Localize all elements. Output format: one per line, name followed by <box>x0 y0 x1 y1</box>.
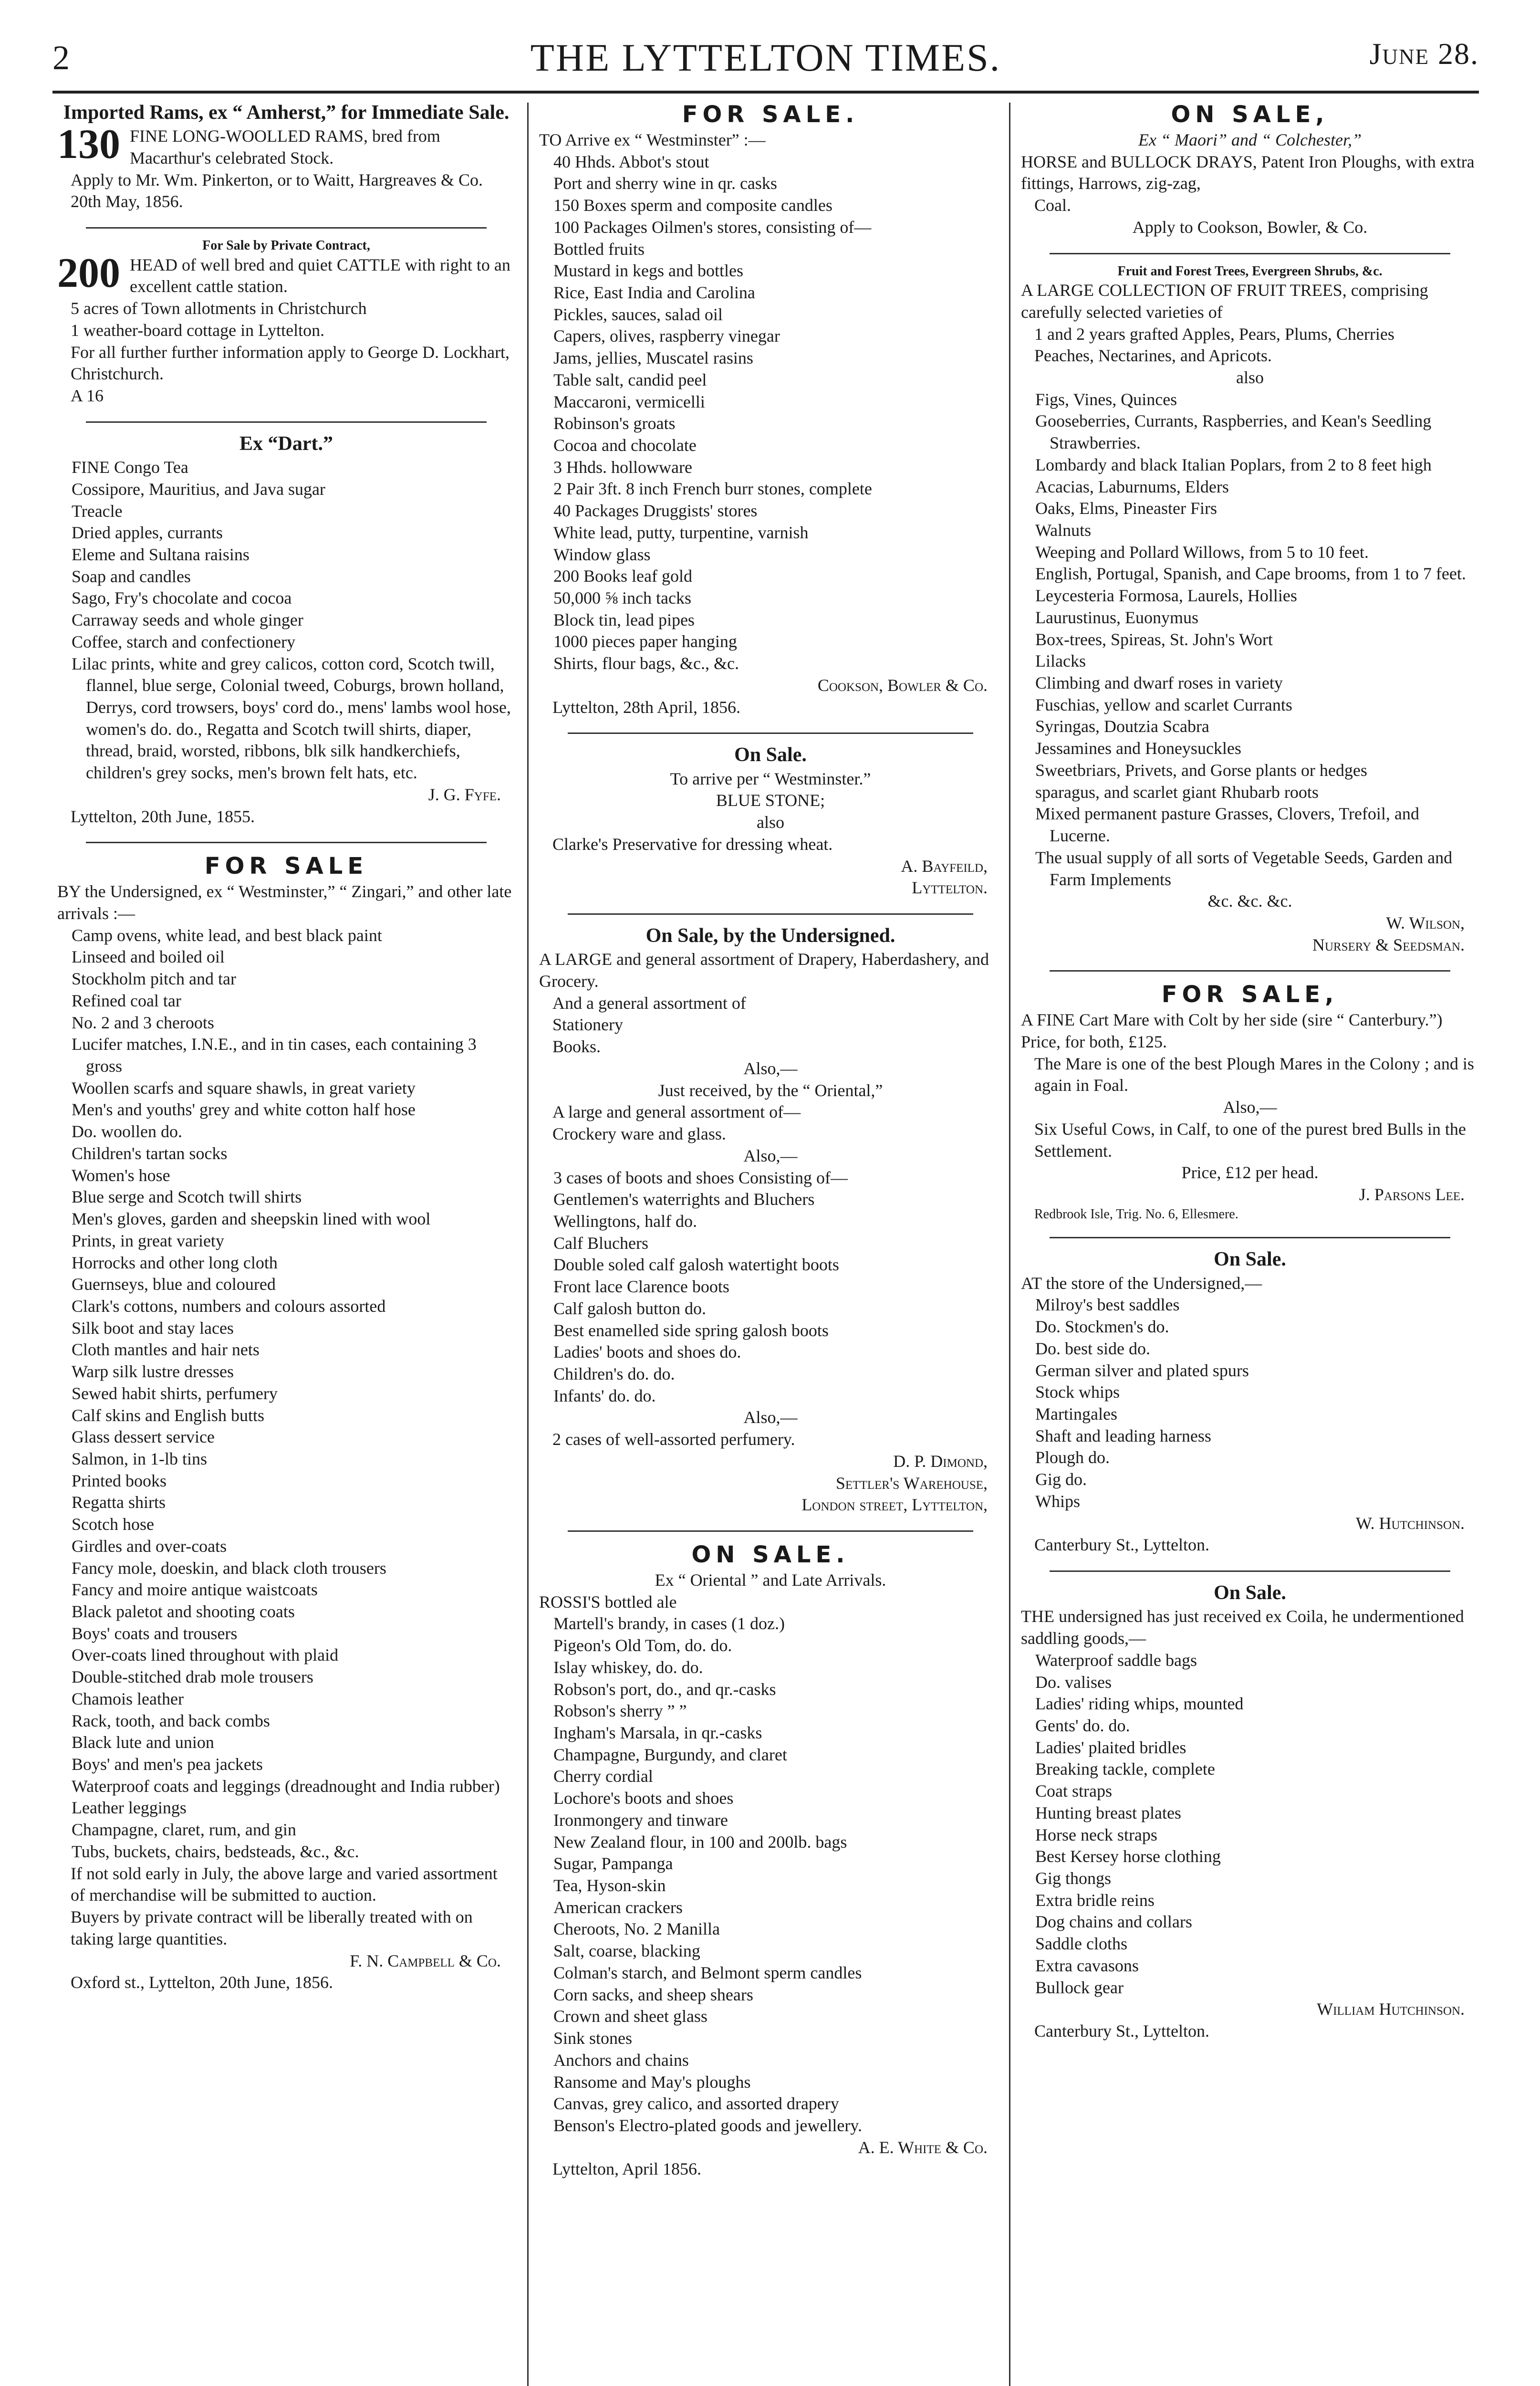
ad-line: Crockery ware and glass. <box>552 1124 726 1144</box>
list-item: Sugar, Pampanga <box>553 1854 673 1873</box>
ad-signature: J. Parsons Lee. <box>1359 1185 1465 1204</box>
list-item: Cossipore, Mauritius, and Java sugar <box>72 479 325 499</box>
ad-drays <box>1021 100 1479 245</box>
list-item: Prints, in great variety <box>72 1231 224 1250</box>
list-item: Men's gloves, garden and sheepskin lined with wool <box>72 1209 431 1229</box>
list-item: Calf Bluchers <box>553 1233 648 1253</box>
list-item: Leather leggings <box>72 1798 187 1818</box>
list-item: Gentlemen's waterrights and Bluchers <box>553 1190 815 1209</box>
list-item: Ransome and May's ploughs <box>553 2072 751 2092</box>
list-item: Chamois leather <box>72 1689 184 1708</box>
list-item: Children's tartan socks <box>72 1143 228 1163</box>
list-item: Waterproof saddle bags <box>1035 1650 1197 1670</box>
ad-line: Clarke's Preservative for dressing wheat. <box>552 834 833 854</box>
ad-note: Buyers by private contract will be liberally treated with on taking large quantities. <box>71 1907 473 1948</box>
list-item: Woollen scarfs and square shawls, in great variety <box>72 1078 416 1098</box>
list-item: 100 Packages Oilmen's stores, consisting of— <box>553 217 872 237</box>
list-item: Boys' coats and trousers <box>72 1623 238 1643</box>
list-item: Printed books <box>72 1471 167 1490</box>
masthead <box>52 33 1479 86</box>
list-item: Calf skins and English butts <box>72 1405 264 1425</box>
ad-intro: AT the store of the Undersigned,— <box>1021 1273 1262 1293</box>
ad-also: Also,— <box>743 1146 798 1165</box>
list-item: Blue serge and Scotch twill shirts <box>72 1187 302 1207</box>
ad-apply: Apply to Mr. Wm. Pinkerton, or to Waitt, Hargreaves & Co. <box>71 170 483 189</box>
list-item: Warp silk lustre dresses <box>72 1362 234 1381</box>
list-item: Gig thongs <box>1035 1868 1112 1888</box>
list-item: Carraway seeds and whole ginger <box>72 610 303 630</box>
list-item: Champagne, claret, rum, and gin <box>72 1820 296 1840</box>
ad-heading: Ex “Dart.” <box>239 432 333 455</box>
list-item: Window glass <box>553 544 651 564</box>
list-item: Treacle <box>72 501 123 521</box>
ad-date: Lyttelton, 20th June, 1855. <box>71 806 255 826</box>
ad-intro: TO Arrive ex “ Westminster” :— <box>539 130 766 149</box>
ad-body <box>57 121 515 169</box>
list-item: Eleme and Sultana raisins <box>72 544 250 564</box>
list-item: Clark's cottons, numbers and colours assorted <box>72 1296 386 1316</box>
ad-saddling-goods <box>1021 1580 1479 2049</box>
list-item: Plough do. <box>1035 1448 1110 1467</box>
ad-code: A 16 <box>71 386 104 406</box>
list-item: Tea, Hyson-skin <box>553 1876 666 1895</box>
list-item: Champagne, Burgundy, and claret <box>553 1745 787 1764</box>
list-item: Refined coal tar <box>72 991 181 1010</box>
list-item: Acacias, Laburnums, Elders <box>1035 477 1229 496</box>
list-item: Waterproof coats and leggings (dreadnought and India rubber) <box>72 1776 500 1796</box>
list-item: Whips <box>1035 1491 1080 1511</box>
ad-line: A large and general assortment of— <box>552 1102 801 1122</box>
ad-saddles <box>1021 1247 1479 1563</box>
list-item: Black lute and union <box>72 1733 214 1752</box>
list-item: Cheroots, No. 2 Manilla <box>553 1919 720 1939</box>
list-item: Corn sacks, and sheep shears <box>553 1985 753 2004</box>
ad-line: For all further further information apply to George D. Lockhart, Christchurch. <box>71 342 510 384</box>
ad-heading: On Sale. <box>734 744 807 766</box>
list-item: Hunting breast plates <box>1035 1803 1181 1822</box>
list-item: Canvas, grey calico, and assorted drapery <box>553 2094 839 2114</box>
page-number: 2 <box>52 39 70 77</box>
list-item: Rack, tooth, and back combs <box>72 1711 270 1730</box>
list-item: 150 Boxes sperm and composite candles <box>553 196 832 215</box>
list-item: New Zealand flour, in 100 and 200lb. bags <box>553 1832 847 1852</box>
list-item: Lilacks <box>1035 651 1086 671</box>
column-3 <box>1021 100 1479 2386</box>
ad-date: Lyttelton, April 1856. <box>552 2159 701 2179</box>
list-item: Girdles and over-coats <box>72 1536 227 1556</box>
ad-price: Price, £12 per head. <box>1181 1163 1319 1183</box>
ad-cart-mare <box>1021 980 1479 1229</box>
list-item: Silk boot and stay laces <box>72 1318 234 1338</box>
list-item: Mustard in kegs and bottles <box>553 261 743 281</box>
list-item: Martingales <box>1035 1404 1117 1423</box>
ad-number: 200 <box>57 250 120 296</box>
ad-signature: D. P. Dimond, <box>893 1451 988 1471</box>
masthead-rule <box>52 91 1479 94</box>
list-item: Shirts, flour bags, &c., &c. <box>553 654 739 673</box>
ad-intro: BY the Undersigned, ex “ Westminster,” “ Zingari,” and other late arrivals :— <box>57 882 512 923</box>
list-item: Maccaroni, vermicelli <box>553 392 705 411</box>
list-item: Colman's starch, and Belmont sperm candles <box>553 1963 862 1982</box>
list-item: Regatta shirts <box>72 1493 166 1512</box>
list-item: Gooseberries, Currants, Raspberries, and Kean's Seedling Strawberries. <box>1035 411 1432 453</box>
ad-intro: A LARGE and general assortment of Drapery, Haberdashery, and Grocery. <box>539 950 989 991</box>
list-item: Port and sherry wine in qr. casks <box>553 174 777 193</box>
ad-signature: A. Bayfeild, <box>901 856 988 876</box>
list-item: 200 Books leaf gold <box>553 566 692 586</box>
ad-separator <box>86 421 487 423</box>
ad-signature: F. N. Campbell & Co. <box>350 1951 501 1970</box>
list-item: Infants' do. do. <box>553 1386 656 1405</box>
list-item: Cherry cordial <box>553 1767 653 1786</box>
ad-signature: W. Hutchinson. <box>1355 1513 1465 1533</box>
column-2 <box>539 100 1002 2386</box>
ad-address: London street, Lyttelton, <box>801 1495 988 1515</box>
list-item: Box-trees, Spireas, St. John's Wort <box>1035 629 1273 649</box>
ad-date: Oxford st., Lyttelton, 20th June, 1856. <box>71 1973 333 1992</box>
ad-line: also <box>757 813 784 832</box>
list-item: Lilac prints, white and grey calicos, cotton cord, Scotch twill, flannel, blue serge, Colonial tweed, Coburgs, brown holland, Derrys, cord trowsers, boys' cord do., mens' lambs wool hose, women's do. do., Regatta and Scotch twill shirts, diaper, thread, braid, worsted, ribbons, blk silk handkerchiefs, children's grey socks, men's brown felt hats, etc. <box>72 654 511 783</box>
list-item: Horrocks and other long cloth <box>72 1253 278 1272</box>
list-item: Oaks, Elms, Pineaster Firs <box>1035 499 1217 518</box>
ad-body <box>57 250 515 298</box>
ad-subheading: Ex “ Oriental ” and Late Arrivals. <box>655 1570 886 1590</box>
list-item: FINE Congo Tea <box>72 458 188 477</box>
ad-address: Canterbury St., Lyttelton. <box>1034 2021 1209 2041</box>
list-item: Islay whiskey, do. do. <box>553 1657 703 1677</box>
list-item: Ladies' boots and shoes do. <box>553 1342 741 1362</box>
list-item: Dried apples, currants <box>72 523 223 543</box>
list-item: English, Portugal, Spanish, and Cape brooms, from 1 to 7 feet. <box>1035 564 1466 584</box>
list-item: Extra bridle reins <box>1035 1890 1155 1910</box>
list-item: Ingham's Marsala, in qr.-casks <box>553 1723 762 1742</box>
ad-body: A FINE Cart Mare with Colt by her side (sire “ Canterbury.”) Price, for both, £125. <box>1021 1010 1443 1052</box>
list-item: Robson's sherry ” ” <box>553 1701 687 1721</box>
list-item: Glass dessert service <box>72 1427 215 1447</box>
list-item: Block tin, lead pipes <box>553 610 695 629</box>
ad-address: Redbrook Isle, Trig. No. 6, Ellesmere. <box>1034 1206 1238 1222</box>
ad-line: 2 cases of well-assorted perfumery. <box>552 1430 795 1449</box>
ad-line: Stationery <box>552 1015 623 1035</box>
list-item: Scotch hose <box>72 1515 154 1534</box>
ad-heading: On Sale, by the Undersigned. <box>645 925 895 947</box>
list-item: Camp ovens, white lead, and best black paint <box>72 925 382 945</box>
ad-line: 5 acres of Town allotments in Christchurch <box>71 299 367 318</box>
ad-line: BLUE STONE; <box>716 791 825 810</box>
ad-intro: ROSSI'S bottled ale <box>539 1592 677 1612</box>
ad-intro: A LARGE COLLECTION OF FRUIT TREES, comprising carefully selected varieties of <box>1021 281 1428 322</box>
ad-heading: For Sale by Private Contract, <box>202 238 370 253</box>
list-item: Shaft and leading harness <box>1035 1426 1211 1445</box>
list-item: 3 Hhds. hollowware <box>553 457 692 477</box>
list-item: Do. best side do. <box>1035 1339 1150 1358</box>
ad-address: Settler's Warehouse, <box>835 1473 988 1493</box>
ad-line: Just received, by the “ Oriental,” <box>658 1080 883 1100</box>
list-item: Linseed and boiled oil <box>72 947 225 967</box>
column-1 <box>57 100 515 2386</box>
list-item: Boys' and men's pea jackets <box>72 1755 263 1774</box>
ad-date: 20th May, 1856. <box>71 192 183 211</box>
list-item: Climbing and dwarf roses in variety <box>1035 673 1283 693</box>
list-item: Stockholm pitch and tar <box>72 969 236 989</box>
ad-separator <box>1050 1237 1450 1238</box>
list-item: Wellingtons, half do. <box>553 1211 697 1231</box>
list-item: Ironmongery and tinware <box>553 1810 728 1830</box>
ad-heading: FOR SALE. <box>682 101 859 128</box>
list-item: Front lace Clarence boots <box>553 1277 729 1297</box>
list-item: Cocoa and chocolate <box>553 436 697 455</box>
list-item: Robinson's groats <box>553 414 676 433</box>
list-item: Figs, Vines, Quinces <box>1035 389 1177 409</box>
list-item: Fancy and moire antique waistcoats <box>72 1580 318 1600</box>
ad-line: And a general assortment of <box>552 993 746 1013</box>
ad-line: Six Useful Cows, in Calf, to one of the purest bred Bulls in the Settlement. <box>1034 1119 1466 1161</box>
ad-note: If not sold early in July, the above large and varied assortment of merchandise will be submitted to auction. <box>71 1863 498 1905</box>
ad-line: Coal. <box>1034 196 1071 215</box>
ad-heading: On Sale. <box>1214 1582 1286 1604</box>
list-item: Do. Stockmen's do. <box>1035 1317 1169 1337</box>
ad-separator <box>1050 970 1450 972</box>
ad-heading: FOR SALE <box>204 853 368 880</box>
ad-ex-dart <box>57 431 515 835</box>
list-item: Saddle cloths <box>1035 1934 1127 1954</box>
list-item: sparagus, and scarlet giant Rhubarb roots <box>1035 782 1319 802</box>
ad-signature: Cookson, Bowler & Co. <box>817 675 988 695</box>
ad-apply: Apply to Cookson, Bowler, & Co. <box>1132 217 1368 237</box>
list-item: Jessamines and Honeysuckles <box>1035 739 1241 758</box>
list-item: Lucifer matches, I.N.E., and in tin cases, each containing 3 gross <box>72 1035 477 1076</box>
ad-line: Books. <box>552 1037 601 1057</box>
ad-separator <box>86 842 487 843</box>
list-item: Breaking tackle, complete <box>1035 1759 1215 1779</box>
list-item: Calf galosh button do. <box>553 1298 706 1318</box>
list-item: Pigeon's Old Tom, do. do. <box>553 1636 732 1655</box>
ad-also: also <box>1236 367 1264 387</box>
ad-address: Canterbury St., Lyttelton. <box>1034 1535 1209 1555</box>
ad-imported-rams <box>57 100 515 220</box>
list-item: Do. valises <box>1035 1672 1112 1692</box>
list-item: Extra cavasons <box>1035 1956 1139 1975</box>
list-item: Bullock gear <box>1035 1978 1124 1997</box>
list-item: Coat straps <box>1035 1781 1112 1801</box>
ad-line: The Mare is one of the best Plough Mares in the Colony ; and is again in Foal. <box>1034 1054 1474 1095</box>
ad-separator <box>568 733 973 734</box>
list-item: Men's and youths' grey and white cotton half hose <box>72 1100 416 1120</box>
list-item: Capers, olives, raspberry vinegar <box>553 326 780 346</box>
list-item: Over-coats lined throughout with plaid <box>72 1645 339 1665</box>
ad-fruit-trees <box>1021 263 1479 963</box>
list-item: 2 Pair 3ft. 8 inch French burr stones, complete <box>553 479 872 499</box>
list-item: Cloth mantles and hair nets <box>72 1340 260 1360</box>
ad-separator <box>568 1530 973 1532</box>
list-item: Stock whips <box>1035 1382 1120 1402</box>
list-item: Salmon, in 1-lb tins <box>72 1449 208 1468</box>
ad-separator <box>1050 1570 1450 1572</box>
list-item: American crackers <box>553 1897 683 1917</box>
list-item: The usual supply of all sorts of Vegetable Seeds, Garden and Farm Implements <box>1035 848 1453 889</box>
ad-line: 1 weather-board cottage in Lyttelton. <box>71 320 325 340</box>
list-item: Mixed permanent pasture Grasses, Clovers, Trefoil, and Lucerne. <box>1035 804 1419 846</box>
ad-heading: FOR SALE, <box>1161 981 1339 1008</box>
ad-heading: On Sale. <box>1214 1248 1286 1271</box>
list-item: Dog chains and collars <box>1035 1912 1192 1932</box>
list-item: Benson's Electro-plated goods and jewellery. <box>553 2115 862 2135</box>
ad-also: Also,— <box>743 1408 798 1427</box>
list-item: Sago, Fry's chocolate and cocoa <box>72 588 292 608</box>
list-item: 50,000 ⅝ inch tacks <box>553 588 691 608</box>
list-item: Guernseys, blue and coloured <box>72 1275 276 1294</box>
issue-date: June 28. <box>1369 37 1479 71</box>
list-item: Anchors and chains <box>553 2050 689 2070</box>
ad-signature: J. G. Fyfe. <box>428 785 501 804</box>
ad-text: HEAD of well bred and quiet CATTLE with right to an excellent cattle station. <box>130 255 510 296</box>
ad-heading: Fruit and Forest Trees, Evergreen Shrubs, &c. <box>1117 263 1383 279</box>
list-item: Table salt, candid peel <box>553 370 707 389</box>
list-item: Sewed habit shirts, perfumery <box>72 1383 278 1403</box>
list-item: German silver and plated spurs <box>1035 1360 1249 1380</box>
ad-signature-title: Nursery & Seedsman. <box>1312 935 1465 954</box>
ad-line: Peaches, Nectarines, and Apricots. <box>1034 346 1272 366</box>
list-item: 40 Hhds. Abbot's stout <box>553 152 709 171</box>
list-item: Sweetbriars, Privets, and Gorse plants or hedges <box>1035 760 1367 780</box>
list-item: Walnuts <box>1035 521 1092 540</box>
list-item: Best enamelled side spring galosh boots <box>553 1320 829 1340</box>
list-item: Double soled calf galosh watertight boots <box>553 1255 839 1275</box>
list-item: Pickles, sauces, salad oil <box>553 304 723 324</box>
list-item: Do. woollen do. <box>72 1122 182 1141</box>
ad-text: FINE LONG-WOOLLED RAMS, bred from Macarthur's celebrated Stock. <box>130 126 440 168</box>
list-item: 3 cases of boots and shoes Consisting of— <box>553 1168 848 1187</box>
list-item: Double-stitched drab mole trousers <box>72 1667 313 1687</box>
ad-dimond <box>539 923 1002 1523</box>
list-item: Black paletot and shooting coats <box>72 1602 295 1621</box>
list-item: Gents' do. do. <box>1035 1716 1130 1735</box>
ad-separator <box>86 227 487 229</box>
list-item: Fancy mole, doeskin, and black cloth trousers <box>72 1558 386 1578</box>
ad-private-contract <box>57 237 515 414</box>
newspaper-title: THE LYTTELTON TIMES. <box>530 36 1001 79</box>
list-item: Syringas, Doutzia Scabra <box>1035 717 1209 736</box>
list-item: Horse neck straps <box>1035 1825 1157 1844</box>
ad-intro: THE undersigned has just received ex Coila, he undermentioned saddling goods,— <box>1021 1607 1464 1648</box>
list-item: Salt, coarse, blacking <box>553 1941 700 1961</box>
list-item: Ladies' plaited bridles <box>1035 1737 1186 1757</box>
list-item: Lombardy and black Italian Poplars, from 2 to 8 feet high <box>1035 455 1432 474</box>
list-item: Sink stones <box>553 2029 633 2048</box>
ad-number: 130 <box>57 121 120 168</box>
ad-also: Also,— <box>1223 1098 1277 1117</box>
column-rule <box>527 103 529 2386</box>
ad-separator <box>1050 253 1450 254</box>
ad-heading: ON SALE, <box>1171 101 1329 128</box>
ad-also: Also,— <box>743 1058 798 1078</box>
list-item: No. 2 and 3 cheroots <box>72 1013 214 1032</box>
list-item: Rice, East India and Carolina <box>553 283 755 302</box>
list-item: Laurustinus, Euonymus <box>1035 607 1198 627</box>
ad-signature: A. E. White & Co. <box>858 2137 988 2157</box>
ad-white-co <box>539 1540 1002 2187</box>
list-item: Leycesteria Formosa, Laurels, Hollies <box>1035 586 1297 606</box>
list-item: White lead, putty, turpentine, varnish <box>553 523 809 542</box>
list-item: Martell's brandy, in cases (1 doz.) <box>553 1614 785 1633</box>
list-item: Bottled fruits <box>553 239 645 259</box>
list-item: Soap and candles <box>72 566 191 586</box>
list-item: Women's hose <box>72 1165 170 1185</box>
ad-place: Lyttelton. <box>912 878 988 898</box>
list-item: Gig do. <box>1035 1470 1087 1489</box>
list-item: Best Kersey horse clothing <box>1035 1847 1221 1866</box>
list-item: Lochore's boots and shoes <box>553 1789 734 1808</box>
ad-heading: ON SALE. <box>691 1541 850 1569</box>
list-item: Tubs, buckets, chairs, bedsteads, &c., &c. <box>72 1842 359 1861</box>
list-item: Weeping and Pollard Willows, from 5 to 10 feet. <box>1035 542 1369 562</box>
ad-heading: Imported Rams, ex “ Amherst,” for Immediate Sale. <box>63 102 510 124</box>
ad-signature: William Hutchinson. <box>1317 1999 1465 2019</box>
list-item: Coffee, starch and confectionery <box>72 632 296 651</box>
ad-line: 1 and 2 years grafted Apples, Pears, Plums, Cherries <box>1034 324 1394 344</box>
list-item: 40 Packages Druggists' stores <box>553 501 758 521</box>
ad-date: Lyttelton, 28th April, 1856. <box>552 697 740 717</box>
ad-signature: W. Wilson, <box>1386 913 1465 932</box>
list-item: Children's do. do. <box>553 1364 675 1383</box>
ad-for-sale-cookson <box>539 100 1002 725</box>
ad-etc: &c. &c. &c. <box>1207 891 1292 911</box>
ad-line: To arrive per “ Westminster.” <box>670 769 871 788</box>
list-item: Crown and sheet glass <box>553 2007 708 2026</box>
ad-blue-stone <box>539 743 1002 906</box>
ad-body: HORSE and BULLOCK DRAYS, Patent Iron Ploughs, with extra fittings, Harrows, zig-zag, <box>1021 152 1475 193</box>
list-item: Jams, jellies, Muscatel rasins <box>553 348 753 368</box>
list-item: 1000 pieces paper hanging <box>553 632 737 651</box>
list-item: Fuschias, yellow and scarlet Currants <box>1035 695 1292 714</box>
ad-separator <box>568 913 973 915</box>
ad-subheading: Ex “ Maori” and “ Colchester,” <box>1138 130 1362 149</box>
list-item: Milroy's best saddles <box>1035 1295 1180 1315</box>
column-rule <box>1009 103 1010 2386</box>
list-item: Ladies' riding whips, mounted <box>1035 1694 1244 1714</box>
ad-for-sale-campbell <box>57 852 515 2000</box>
list-item: Robson's port, do., and qr.-casks <box>553 1679 776 1699</box>
